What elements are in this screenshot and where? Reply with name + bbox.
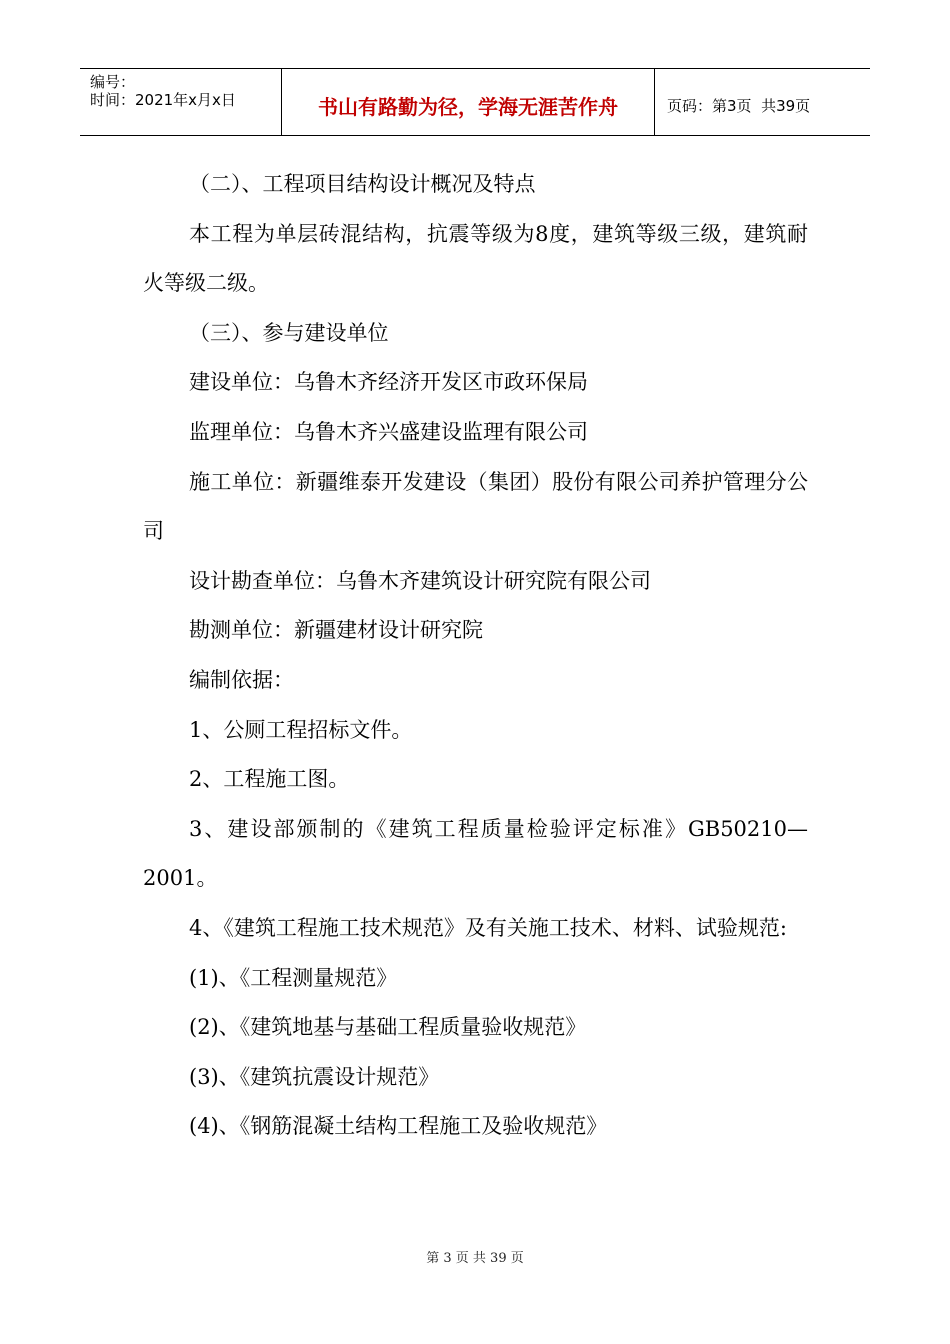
number-label: 编号： — [90, 73, 136, 91]
document-body — [143, 160, 808, 1152]
list-item: 3、建设部颁制的《建筑工程质量检验评定标准》GB50210—2001。 — [143, 816, 808, 891]
sub-list-item: (1)、《工程测量规范》 — [189, 965, 398, 990]
paragraph: 编制依据： — [189, 667, 294, 692]
sub-list-item: (4)、《钢筋混凝土结构工程施工及验收规范》 — [189, 1114, 608, 1139]
sub-list-item: (3)、《建筑抗震设计规范》 — [189, 1064, 440, 1089]
list-item: 2、工程施工图。 — [189, 767, 350, 792]
paragraph: 监理单位：乌鲁木齐兴盛建设监理有限公司 — [189, 419, 588, 444]
page-header — [80, 68, 870, 136]
sub-list-item: (2)、《建筑地基与基础工程质量验收规范》 — [189, 1015, 587, 1040]
paragraph: 施工单位：新疆维泰开发建设（集团）股份有限公司养护管理分公司 — [143, 469, 808, 544]
paragraph: 本工程为单层砖混结构，抗震等级为8度，建筑等级三级，建筑耐火等级二级。 — [143, 221, 808, 296]
paragraph: 设计勘查单位：乌鲁木齐建筑设计研究院有限公司 — [189, 568, 651, 593]
page-footer: 第 3 页 共 39 页 — [426, 1251, 524, 1266]
header-motto: 书山有路勤为径，学海无涯苦作舟 — [282, 69, 655, 135]
paragraph: 建设单位：乌鲁木齐经济开发区市政环保局 — [189, 370, 588, 395]
page-info-text: 页码：第3页 共39页 — [667, 96, 811, 115]
header-meta — [80, 69, 282, 135]
section-heading: （二）、工程项目结构设计概况及特点 — [189, 172, 536, 196]
section-heading: （三）、参与建设单位 — [189, 320, 389, 345]
header-page-info — [655, 69, 870, 135]
paragraph: 勘测单位：新疆建材设计研究院 — [189, 618, 483, 643]
time-label: 时间：2021年x月x日 — [90, 91, 236, 109]
list-item: 4、《建筑工程施工技术规范》及有关施工技术、材料、试验规范: — [189, 915, 787, 940]
list-item: 1、公厕工程招标文件。 — [189, 717, 413, 742]
